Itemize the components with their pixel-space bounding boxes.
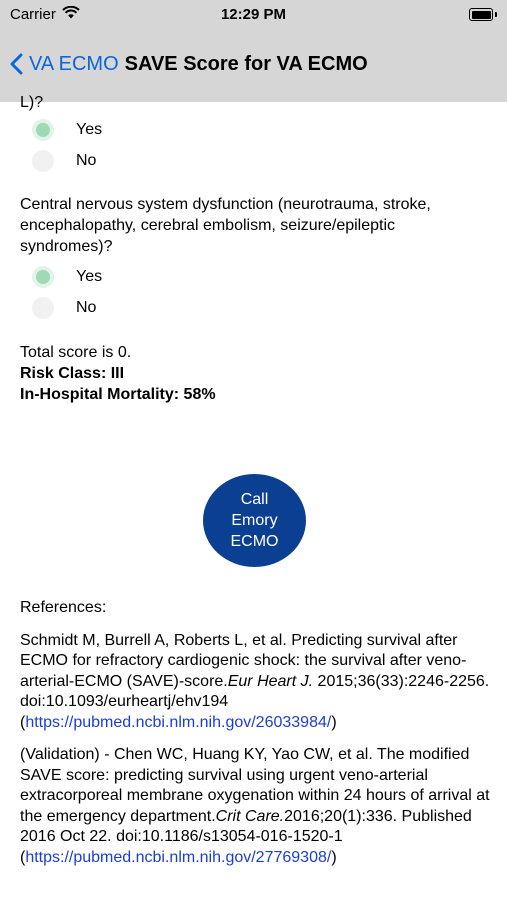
back-button[interactable]	[10, 53, 119, 76]
chevron-left-icon	[10, 53, 23, 75]
radio-button-selected[interactable]	[32, 266, 54, 288]
radio-button[interactable]	[32, 297, 54, 319]
cns-no-option[interactable]	[20, 292, 490, 323]
option-label: Yes	[76, 268, 103, 285]
reference-2: (Validation) - Chen WC, Huang KY, Yao CW, et al. The modified SAVE score: predicting survival using urgent veno-arterial extracorporeal membrane oxygenation within 24 hours of arrival at the emergency department.Crit Care.2016;20(1):336. Published 2016 Oct 22. doi:10.1186/s13054-016-1520-1 (https://pubmed.ncbi.nlm.nih.gov/27769308/)	[20, 746, 490, 866]
top-bar	[0, 0, 507, 102]
total-score: Total score is 0.	[20, 344, 132, 361]
references-heading: References:	[20, 599, 107, 616]
reference-2-link[interactable]: https://pubmed.ncbi.nlm.nih.gov/27769308/	[25, 848, 332, 866]
status-time: 12:29 PM	[220, 6, 287, 23]
radio-button-selected[interactable]	[32, 119, 54, 141]
page-title: SAVE Score for VA ECMO	[124, 52, 368, 75]
option-label: Yes	[76, 121, 103, 138]
mortality: In-Hospital Mortality: 58%	[20, 386, 216, 403]
radio-button[interactable]	[32, 150, 54, 172]
reference-1-link[interactable]: https://pubmed.ncbi.nlm.nih.gov/26033984/	[25, 713, 332, 731]
battery-icon	[469, 8, 493, 21]
references-section	[20, 598, 490, 880]
carrier-label: Carrier	[10, 6, 56, 23]
option-label: No	[76, 152, 97, 169]
cns-yes-option[interactable]	[20, 261, 490, 292]
prev-question-no-option[interactable]	[20, 145, 490, 176]
navigation-bar	[0, 44, 507, 84]
prev-question-yes-option[interactable]	[20, 114, 490, 145]
reference-1: Schmidt M, Burrell A, Roberts L, et al. Predicting survival after ECMO for refractory cardiogenic shock: the survival after veno-arterial-ECMO (SAVE)-score.Eur Heart J. 2015;36(33):2246-2256. doi:10.1093/eurheartj/ehv194 (https://pubmed.ncbi.nlm.nih.gov/26033984/)	[20, 631, 490, 731]
risk-class: Risk Class: III	[20, 365, 125, 382]
cns-dysfunction-question: Central nervous system dysfunction (neurotrauma, stroke, encephalopathy, cerebral embolism, seizure/epileptic syndromes)?	[20, 196, 431, 255]
form-content: L)? Yes No Central nervous system dysfunction (neurotrauma, stroke, encephalopathy, cerebral embolism, seizure/epileptic syndromes)? Yes No Total score is 0. Risk Class: III In-Hospital Mortality: 58%	[20, 102, 490, 405]
back-button-label[interactable]: VA ECMO	[29, 52, 119, 75]
option-label: No	[76, 299, 97, 316]
call-emory-ecmo-button[interactable]: Call Emory ECMO	[203, 474, 306, 567]
